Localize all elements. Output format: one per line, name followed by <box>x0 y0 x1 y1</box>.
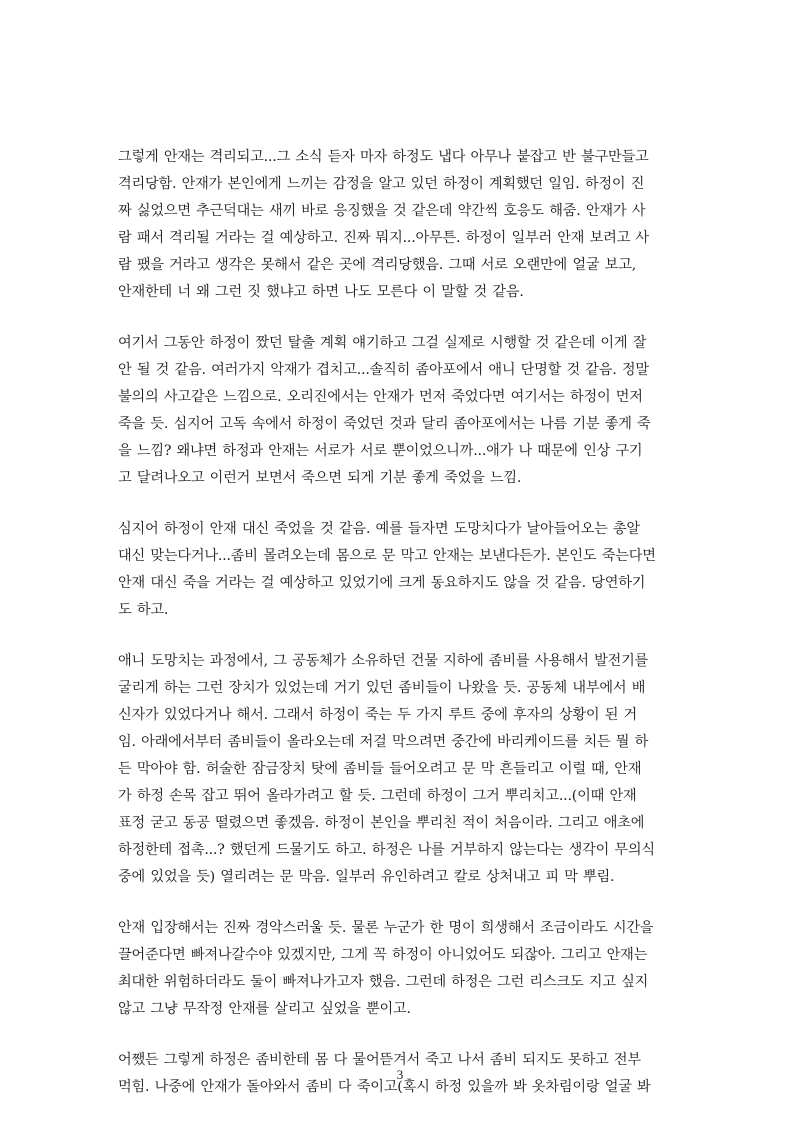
text-line: 최대한 위험하더라도 둘이 빠져나가고자 했음. 그런데 하정은 그런 리스크도 지고 싶지 <box>118 974 649 990</box>
text-line: 끌어준다면 빠져나갈수야 있겠지만, 그게 꼭 하정이 아니었어도 되잖아. 그리고 안재는 <box>118 947 648 963</box>
text-line: 애니 도망치는 과정에서, 그 공동체가 소유하던 건물 지하에 좀비를 사용해서 발전기를 <box>118 653 649 669</box>
text-line: 어쨌든 그렇게 하정은 좀비한테 몸 다 물어뜯겨서 죽고 나서 좀비 되지도 못하고 전부 <box>118 1052 641 1068</box>
text-line: 람 패서 격리될 거라는 걸 예상하고. 진짜 뭐지...아무튼. 하정이 일부러 안재 보려고 사 <box>118 230 649 246</box>
text-line: 짜 싫었으면 추근덕대는 새끼 바로 응징했을 것 같은데 약간씩 호응도 해줌. 안재가 사 <box>118 203 646 219</box>
text-line: 을 느낌? 왜냐면 하정과 안재는 서로가 서로 뿐이었으니까...애가 나 때문에 인상 구기 <box>118 443 643 459</box>
text-line: 격리당함. 안재가 본인에게 느끼는 감정을 알고 있던 하정이 계획했던 일임. 하정이 진 <box>118 176 645 192</box>
text-line: 죽을 듯. 심지어 고독 속에서 하정이 죽었던 것과 달리 좀아포에서는 나름 기분 좋게 죽 <box>118 416 651 432</box>
text-line: 임. 아래에서부터 좀비들이 올라오는데 저걸 막으려면 중간에 바리케이드를 치든 뭘 하 <box>118 734 649 750</box>
text-line: 않고 그냥 무작정 안재를 살리고 싶었을 뿐이고. <box>118 1001 411 1017</box>
text-line: 안재 대신 죽을 거라는 걸 예상하고 있었기에 크게 동요하지도 않을 것 같음. 당연하기 <box>118 575 646 591</box>
text-line: 하정한테 접촉...? 했던게 드물기도 하고. 하정은 나를 거부하지 않는다는 생각이 무의식 <box>118 842 655 858</box>
text-line: 여기서 그동안 하정이 짰던 탈출 계획 얘기하고 그걸 실제로 시행할 것 같은데 이게 잘 <box>118 335 647 351</box>
text-line: 고 달려나오고 이런거 보면서 죽으면 되게 기분 좋게 죽었을 느낌. <box>118 470 522 486</box>
text-line: 안 될 것 같음. 여러가지 악재가 겹치고...솔직히 좀아포에서 애니 단명할 것 같음. 정말 <box>118 362 649 378</box>
paragraph-1 <box>118 144 684 306</box>
text-line: 굴리게 하는 그런 장치가 있었는데 거기 있던 좀비들이 나왔을 듯. 공동체 내부에서 배 <box>118 680 646 696</box>
text-line: 그렇게 안재는 격리되고...그 소식 듣자 마자 하정도 냅다 아무나 붙잡고 반 불구만들고 <box>118 149 649 165</box>
text-line: 안재한테 너 왜 그런 짓 했냐고 하면 나도 모른다 이 말할 것 같음. <box>118 284 524 300</box>
paragraph-2 <box>118 330 684 492</box>
text-line: 신자가 있었다거나 해서. 그래서 하정이 죽는 두 가지 루트 중에 후자의 상황이 된 거 <box>118 707 638 723</box>
body-text <box>118 144 684 1125</box>
text-line: 먹힘. 나중에 안재가 돌아와서 좀비 다 죽이고(혹시 하정 있을까 봐 옷차림이랑 얼굴 봐 <box>118 1079 651 1095</box>
text-line: 심지어 하정이 안재 대신 죽었을 것 같음. 예를 들자면 도망치다가 날아들어오는 총알 <box>118 521 640 537</box>
paragraph-4 <box>118 648 684 891</box>
text-line: 가 하정 손목 잡고 뛰어 올라가려고 할 듯. 그런데 하정이 그거 뿌리치고...(이때 안재 <box>118 788 637 804</box>
text-line: 람 팼을 거라고 생각은 못해서 같은 곳에 격리당했음. 그때 서로 오랜만에 얼굴 보고, <box>118 257 637 273</box>
paragraph-3 <box>118 516 684 624</box>
text-line: 중에 있었을 듯) 열리려는 문 막음. 일부러 유인하려고 칼로 상처내고 피 막 뿌림. <box>118 869 615 885</box>
text-line: 대신 맞는다거나...좀비 몰려오는데 몸으로 문 막고 안재는 보낸다든가. 본인도 죽는다면 <box>118 548 656 564</box>
text-line: 든 막아야 함. 허술한 잠금장치 탓에 좀비들 들어오려고 문 막 흔들리고 이럴 때, 안재 <box>118 761 642 777</box>
paragraph-5 <box>118 915 684 1023</box>
text-line: 표정 굳고 동공 떨렸으면 좋겠음. 하정이 본인을 뿌리친 적이 처음이라. 그리고 애초에 <box>118 815 645 831</box>
text-line: 도 하고. <box>118 602 169 618</box>
page-number: 3 <box>396 1067 404 1082</box>
text-line: 불의의 사고같은 느낌으로. 오리진에서는 안재가 먼저 죽었다면 여기서는 하정이 먼저 <box>118 389 643 405</box>
text-line: 안재 입장해서는 진짜 경악스러울 듯. 물론 누군가 한 명이 희생해서 조금이라도 시간을 <box>118 920 654 936</box>
